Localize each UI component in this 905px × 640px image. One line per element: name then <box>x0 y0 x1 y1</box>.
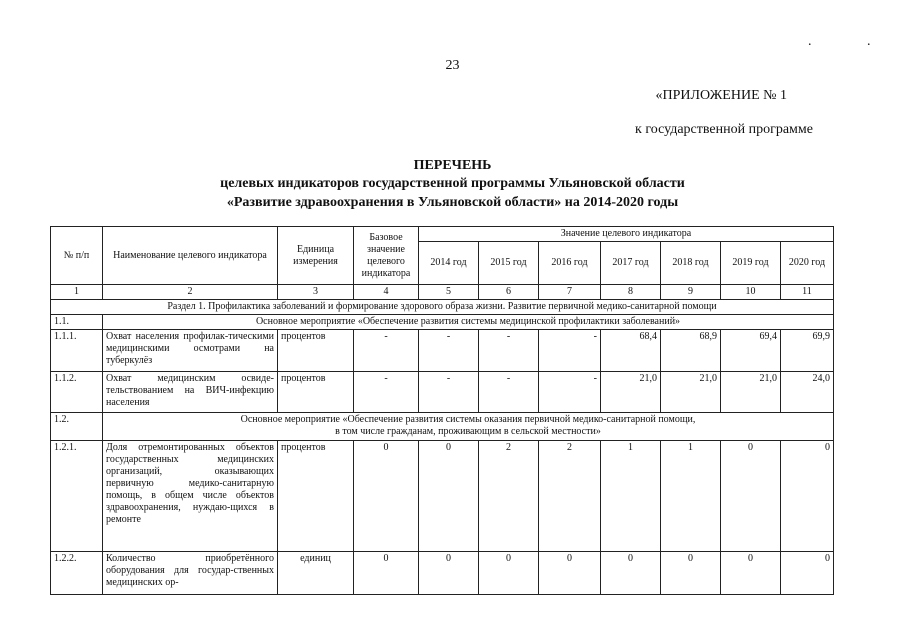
year-value: 2 <box>479 441 539 552</box>
base-value: 0 <box>354 552 419 595</box>
measure-title: Основное мероприятие «Обеспечение развития системы медицинской профилактики заболеваний» <box>103 315 834 330</box>
document-subtitle-line2: «Развитие здравоохранения в Ульяновской области» на 2014-2020 годы <box>226 195 679 210</box>
column-number: 6 <box>479 285 539 300</box>
year-value: 0 <box>721 552 781 595</box>
header-base: Базовое значение целевого индикатора <box>354 227 419 285</box>
header-year: 2019 год <box>721 242 781 285</box>
year-value: - <box>419 330 479 372</box>
table-row <box>51 330 834 372</box>
indicator-name: Количество приобретённого оборудования для государ-ственных медицинских ор- <box>103 552 278 595</box>
year-value: - <box>539 330 601 372</box>
column-number: 5 <box>419 285 479 300</box>
year-value: 0 <box>539 552 601 595</box>
row-num: 1.1.2. <box>51 372 103 413</box>
year-value: - <box>539 372 601 413</box>
year-value: 69,9 <box>781 330 834 372</box>
indicator-name: Охват населения профилак-тическими медицинскими осмотрами на туберкулёз <box>103 330 278 372</box>
appendix-subtitle: к государственной программе <box>635 122 813 137</box>
base-value: - <box>354 330 419 372</box>
column-number: 8 <box>601 285 661 300</box>
column-number: 10 <box>721 285 781 300</box>
column-number: 2 <box>103 285 278 300</box>
measure-title-line1: Основное мероприятие «Обеспечение развития системы оказания первичной медико-санитарной помощи, <box>240 414 696 425</box>
header-year: 2014 год <box>419 242 479 285</box>
year-value: 2 <box>539 441 601 552</box>
year-value: 68,4 <box>601 330 661 372</box>
column-number: 3 <box>278 285 354 300</box>
measure-title <box>103 413 834 441</box>
page-number: 23 <box>445 58 460 73</box>
header-year: 2017 год <box>601 242 661 285</box>
row-num: 1.1.1. <box>51 330 103 372</box>
header-num: № п/п <box>51 227 103 285</box>
year-value: 24,0 <box>781 372 834 413</box>
base-value: - <box>354 372 419 413</box>
indicator-unit: процентов <box>278 330 354 372</box>
header-year: 2020 год <box>781 242 834 285</box>
year-value: 0 <box>721 441 781 552</box>
year-value: 0 <box>661 552 721 595</box>
column-number: 9 <box>661 285 721 300</box>
year-value: 0 <box>419 441 479 552</box>
header-year: 2015 год <box>479 242 539 285</box>
column-number: 7 <box>539 285 601 300</box>
table-row <box>51 552 834 595</box>
measure-num: 1.2. <box>51 413 103 441</box>
year-value: 0 <box>419 552 479 595</box>
indicator-unit: единиц <box>278 552 354 595</box>
header-year: 2018 год <box>661 242 721 285</box>
year-value: 21,0 <box>601 372 661 413</box>
table-row <box>51 441 834 552</box>
base-value: 0 <box>354 441 419 552</box>
document-title: ПЕРЕЧЕНЬ <box>413 158 492 173</box>
indicators-table <box>50 226 834 595</box>
column-number: 4 <box>354 285 419 300</box>
header-values-group: Значение целевого индикатора <box>419 227 834 242</box>
column-number: 11 <box>781 285 834 300</box>
table-row <box>51 372 834 413</box>
year-value: 21,0 <box>661 372 721 413</box>
year-value: 1 <box>601 441 661 552</box>
measure-title-line2: в том числе гражданам, проживающим в сельской местности» <box>335 426 601 437</box>
year-value: - <box>479 372 539 413</box>
year-value: 0 <box>479 552 539 595</box>
year-value: - <box>479 330 539 372</box>
year-value: 69,4 <box>721 330 781 372</box>
indicator-name: Охват медицинским освиде-тельствованием на ВИЧ-инфекцию населения <box>103 372 278 413</box>
row-num: 1.2.2. <box>51 552 103 595</box>
year-value: 1 <box>661 441 721 552</box>
year-value: 0 <box>781 441 834 552</box>
header-name: Наименование целевого индикатора <box>103 227 278 285</box>
year-value: 68,9 <box>661 330 721 372</box>
header-unit: Единица измерения <box>278 227 354 285</box>
document-subtitle-line1: целевых индикаторов государственной программы Ульяновской области <box>220 176 685 191</box>
section-title: Раздел 1. Профилактика заболеваний и формирование здорового образа жизни. Развитие первичной медико-санитарной помощи <box>51 300 834 315</box>
row-num: 1.2.1. <box>51 441 103 552</box>
year-value: 21,0 <box>721 372 781 413</box>
header-year: 2016 год <box>539 242 601 285</box>
corner-marks: . . <box>808 34 897 49</box>
indicator-unit: процентов <box>278 372 354 413</box>
year-value: - <box>419 372 479 413</box>
appendix-title: «ПРИЛОЖЕНИЕ № 1 <box>655 88 787 103</box>
column-number: 1 <box>51 285 103 300</box>
measure-num: 1.1. <box>51 315 103 330</box>
indicator-unit: процентов <box>278 441 354 552</box>
year-value: 0 <box>601 552 661 595</box>
indicator-name: Доля отремонтированных объектов государственных медицинских организаций, оказывающих первичную медико-санитарную помощь, в общем числе объектов здравоохранения, нуждаю-щихся в ремонте <box>103 441 278 552</box>
year-value: 0 <box>781 552 834 595</box>
